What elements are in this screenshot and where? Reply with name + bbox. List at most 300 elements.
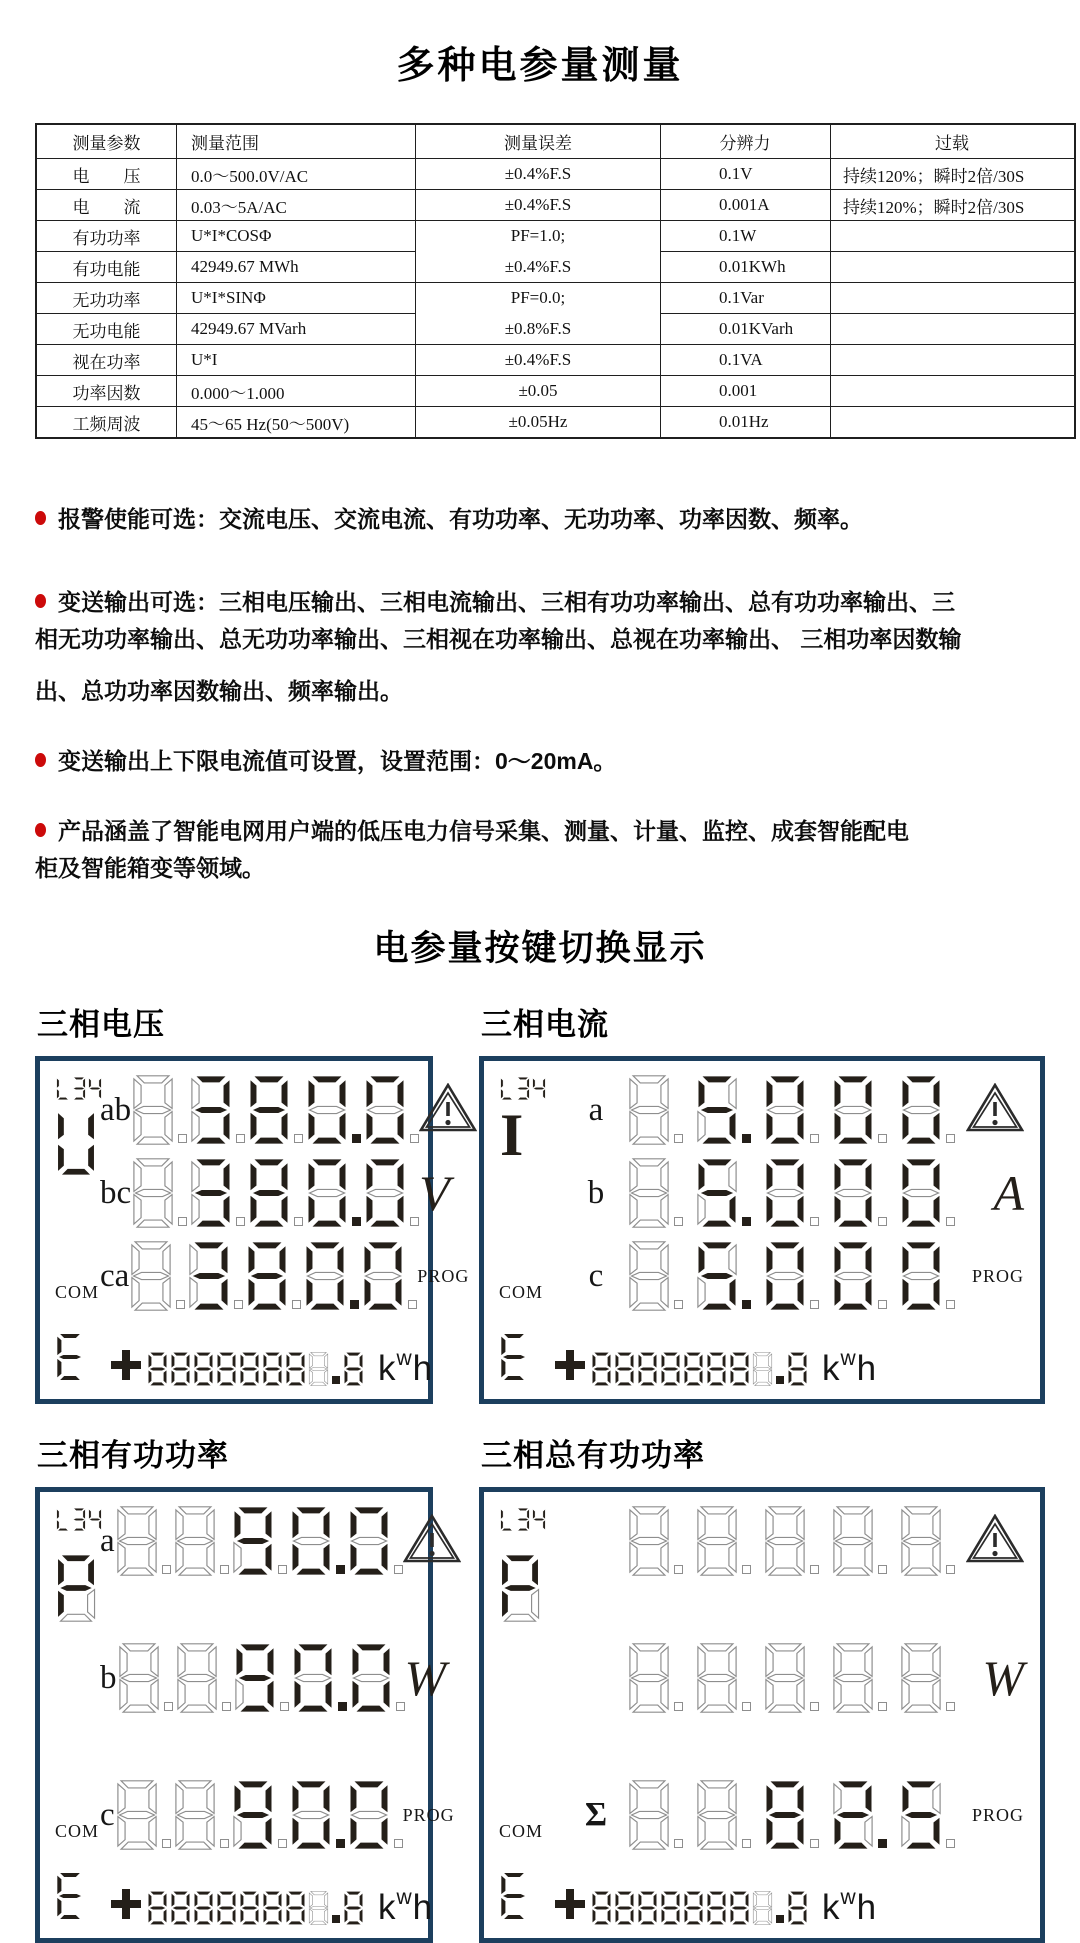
phase-label: ab [100, 1091, 132, 1128]
digit [763, 1241, 819, 1311]
table-cell: 电 压 [36, 159, 177, 190]
decimal-point [674, 1300, 683, 1309]
digit-strip [627, 1241, 955, 1311]
phase-symbol-I: I [500, 1101, 524, 1168]
row-right-zone [417, 1266, 469, 1287]
energy-symbol-E [55, 1333, 85, 1386]
digit [695, 1158, 751, 1228]
lcd-panel [479, 1408, 1045, 1943]
digit [347, 1780, 403, 1850]
energy-digit [752, 1891, 773, 1925]
digit [763, 1158, 819, 1228]
com-label: COM [55, 1821, 100, 1841]
row-right-zone [962, 1266, 1024, 1287]
lcd-rows [100, 1075, 470, 1311]
digit [763, 1075, 819, 1145]
phase-symbol-U [53, 1108, 99, 1181]
digit [363, 1158, 419, 1228]
prog-label: PROG [402, 1804, 455, 1825]
unit-symbol: W [982, 1650, 1024, 1706]
phase-label: a [588, 1091, 604, 1128]
table-cell [831, 283, 1076, 314]
digit-strip [627, 1075, 955, 1145]
digit [627, 1241, 683, 1311]
energy-digit [343, 1352, 364, 1386]
lcd-indicator-L34 [500, 1508, 546, 1531]
phase-label: ca [100, 1257, 130, 1294]
digit [231, 1506, 287, 1576]
column-header: 测量误差 [416, 124, 661, 159]
digit [173, 1506, 229, 1576]
table-cell: 视在功率 [36, 345, 177, 376]
energy-unit [822, 1347, 877, 1388]
energy-unit [378, 1886, 433, 1927]
lcd-panel [35, 1408, 455, 1943]
digit-strip [131, 1075, 419, 1145]
bullet-line: 出、总功功率因数输出、频率输出。 [35, 678, 403, 704]
bullet-dot [35, 511, 46, 525]
decimal-point [278, 1565, 287, 1574]
energy-row [499, 1333, 1028, 1386]
energy-digit [787, 1352, 808, 1386]
decimal-point [810, 1300, 819, 1309]
digit-strip [627, 1506, 955, 1576]
digit [131, 1158, 187, 1228]
unit-k: k [822, 1888, 840, 1927]
energy-decimal-point [776, 1376, 784, 1384]
panel-heading: 三相电压 [37, 1007, 165, 1042]
decimal-point [742, 1702, 751, 1711]
page-title: 多种电参量测量 [396, 45, 684, 87]
table-cell: U*I*COSΦ [177, 221, 416, 252]
prog-label: PROG [417, 1265, 470, 1286]
decimal-point [810, 1217, 819, 1226]
table-cell: 0.001 [661, 376, 831, 407]
decimal-point [878, 1702, 887, 1711]
energy-digit [147, 1891, 168, 1925]
table-cell: 45～65 Hz(50～500V) [177, 407, 416, 439]
unit-symbol: A [993, 1165, 1024, 1221]
decimal-point [410, 1217, 419, 1226]
row-right-zone [962, 1650, 1024, 1706]
decimal-point [222, 1702, 231, 1711]
decimal-point [278, 1839, 287, 1848]
unit-h: h [856, 1349, 877, 1388]
display-section-title: 电参量按键切换显示 [373, 929, 707, 968]
decimal-point [220, 1839, 229, 1848]
digit-strip [131, 1158, 419, 1228]
lcd-row [100, 1780, 455, 1850]
decimal-point [674, 1134, 683, 1143]
decimal-point [946, 1217, 955, 1226]
bullet-line: 相无功功率输出、总无功功率输出、三相视在功率输出、总视在功率输出、 三相功率因数输 [35, 626, 962, 652]
digit [695, 1241, 751, 1311]
decimal-point [946, 1300, 955, 1309]
phase-label: Σ [584, 1796, 608, 1833]
row-right-zone [419, 1083, 477, 1138]
lcd-row [572, 1241, 1024, 1311]
panel-heading: 三相总有功功率 [481, 1438, 705, 1473]
lcd-row [572, 1643, 1024, 1713]
decimal-point [396, 1702, 405, 1711]
digit [231, 1780, 287, 1850]
phase-label: a [100, 1522, 115, 1559]
lcd-row [100, 1241, 470, 1311]
decimal-point [178, 1217, 187, 1226]
energy-digit [147, 1352, 168, 1386]
table-cell: ±0.4%F.S [416, 345, 661, 376]
table-cell [831, 221, 1076, 252]
row-right-zone [962, 1514, 1024, 1569]
digit [305, 1158, 361, 1228]
row-right-zone [404, 1650, 447, 1706]
com-label: COM [499, 1821, 544, 1841]
decimal-point [946, 1134, 955, 1143]
table-cell: 0.1W [661, 221, 831, 252]
lcd-rows [572, 1075, 1024, 1311]
lcd-panel [35, 995, 470, 1404]
decimal-point [350, 1300, 359, 1309]
bullet-dot [35, 823, 46, 837]
decimal-point [878, 1217, 887, 1226]
digit [247, 1075, 303, 1145]
decimal-point [878, 1839, 887, 1848]
bullet-line: 产品涵盖了智能电网用户端的低压电力信号采集、测量、计量、监控、成套智能配电 [35, 813, 1052, 850]
decimal-point [162, 1839, 171, 1848]
phase-label: c [100, 1796, 115, 1833]
warning-triangle-icon [419, 1083, 477, 1138]
lcd-row [100, 1158, 450, 1228]
decimal-point [394, 1565, 403, 1574]
bullet-item [35, 813, 1052, 887]
decimal-point [352, 1217, 361, 1226]
energy-digit [193, 1891, 214, 1925]
digit [361, 1241, 417, 1311]
energy-row [55, 1333, 433, 1388]
table-row [36, 190, 1075, 221]
table-cell: U*I [177, 345, 416, 376]
lcd-display [479, 1487, 1045, 1943]
table-cell: 0.01Hz [661, 407, 831, 439]
table-cell: 0.0～500.0V/AC [177, 159, 416, 190]
energy-digit [660, 1352, 681, 1386]
energy-symbol-E [499, 1872, 529, 1925]
energy-digit [193, 1352, 214, 1386]
decimal-point [176, 1300, 185, 1309]
decimal-point [878, 1565, 887, 1574]
unit-w-sup: w [840, 1886, 856, 1909]
energy-digit-strip [147, 1891, 364, 1925]
energy-digit [706, 1891, 727, 1925]
table-cell: 42949.67 MWh [177, 252, 416, 283]
energy-digit [683, 1352, 704, 1386]
digit [173, 1780, 229, 1850]
energy-digit [637, 1352, 658, 1386]
table-cell: 0.000～1.000 [177, 376, 416, 407]
column-header: 分辨力 [661, 124, 831, 159]
energy-digit [239, 1891, 260, 1925]
digit [245, 1241, 301, 1311]
decimal-point [352, 1134, 361, 1143]
decimal-point [294, 1217, 303, 1226]
decimal-point [946, 1565, 955, 1574]
bullet-item [35, 743, 1052, 780]
digit [189, 1158, 245, 1228]
unit-h: h [412, 1888, 433, 1927]
decimal-point [674, 1217, 683, 1226]
table-cell: 0.01KWh [661, 252, 831, 283]
bullet-line: 柜及智能箱变等领域。 [35, 855, 265, 881]
lcd-row [572, 1158, 1024, 1228]
digit [291, 1643, 347, 1713]
energy-digit-strip [591, 1352, 808, 1386]
table-row [36, 221, 1075, 252]
row-right-zone [403, 1514, 461, 1569]
lcd-panel [479, 995, 1045, 1404]
digit [131, 1075, 187, 1145]
digit [363, 1075, 419, 1145]
table-cell: 0.1Var [661, 283, 831, 314]
table-cell: 有功电能 [36, 252, 177, 283]
energy-digit-strip [147, 1352, 364, 1386]
decimal-point [810, 1565, 819, 1574]
phase-label: bc [100, 1174, 132, 1211]
table-row [36, 407, 1075, 439]
unit-k: k [378, 1888, 396, 1927]
plus-sign [111, 1889, 141, 1924]
energy-digit [729, 1352, 750, 1386]
bullet-line: 变送输出可选：三相电压输出、三相电流输出、三相有功功率输出、总有功功率输出、三 [35, 584, 1052, 621]
bullet-line: 变送输出上下限电流值可设置，设置范围：0～20mA。 [35, 743, 1052, 780]
lcd-panels [35, 995, 1045, 1943]
decimal-point [338, 1702, 347, 1711]
unit-k: k [378, 1349, 396, 1388]
digit [187, 1241, 243, 1311]
decimal-point [946, 1702, 955, 1711]
energy-digit [660, 1891, 681, 1925]
digit-strip [115, 1780, 403, 1850]
table-body [36, 159, 1075, 439]
row-right-zone [962, 1083, 1024, 1138]
table-cell [831, 376, 1076, 407]
decimal-point [742, 1134, 751, 1143]
digit [627, 1075, 683, 1145]
table-cell [831, 314, 1076, 345]
digit [763, 1506, 819, 1576]
unit-w-sup: w [396, 1347, 412, 1370]
energy-digit [614, 1891, 635, 1925]
digit [763, 1780, 819, 1850]
lcd-row [572, 1506, 1024, 1576]
digit [347, 1506, 403, 1576]
energy-digit [752, 1352, 773, 1386]
lcd-rows [100, 1506, 455, 1850]
energy-digit [706, 1352, 727, 1386]
digit [763, 1643, 819, 1713]
table-cell: 电 流 [36, 190, 177, 221]
decimal-point [810, 1839, 819, 1848]
energy-digit [343, 1891, 364, 1925]
decimal-point [162, 1565, 171, 1574]
energy-decimal-point [332, 1915, 340, 1923]
table-cell: 0.1V [661, 159, 831, 190]
lcd-indicator-L34 [56, 1077, 102, 1100]
digit [349, 1643, 405, 1713]
phase-symbol-P [497, 1554, 543, 1627]
column-header: 过载 [831, 124, 1076, 159]
digit [695, 1780, 751, 1850]
table-cell: ±0.4%F.S [416, 159, 661, 190]
energy-symbol-E [55, 1872, 85, 1925]
decimal-point [742, 1300, 751, 1309]
decimal-point [742, 1217, 751, 1226]
prog-label: PROG [971, 1265, 1024, 1286]
digit-strip [627, 1158, 955, 1228]
column-header: 测量范围 [177, 124, 416, 159]
energy-digit-strip [591, 1891, 808, 1925]
decimal-point [336, 1565, 345, 1574]
unit-h: h [412, 1349, 433, 1388]
bullet-dot [35, 594, 46, 608]
decimal-point [294, 1134, 303, 1143]
lcd-row [100, 1643, 447, 1713]
energy-digit [262, 1352, 283, 1386]
table-cell [831, 407, 1076, 439]
table-cell: U*I*SINΦ [177, 283, 416, 314]
row-right-zone [403, 1805, 455, 1826]
digit [627, 1643, 683, 1713]
table-cell: 无功功率 [36, 283, 177, 314]
table-cell: 0.1VA [661, 345, 831, 376]
digit [899, 1241, 955, 1311]
digit-strip [627, 1643, 955, 1713]
digit [115, 1506, 171, 1576]
decimal-point [178, 1134, 187, 1143]
table-cell [831, 252, 1076, 283]
energy-digit [591, 1352, 612, 1386]
energy-decimal-point [332, 1376, 340, 1384]
decimal-point [674, 1702, 683, 1711]
lcd-display [35, 1056, 470, 1404]
table-cell: PF=0.0; [416, 283, 661, 314]
lcd-row [572, 1075, 1024, 1145]
energy-digit [308, 1891, 329, 1925]
energy-digit [170, 1352, 191, 1386]
table-cell: 0.03～5A/AC [177, 190, 416, 221]
decimal-point [410, 1134, 419, 1143]
table-cell: ±0.4%F.S [416, 252, 661, 283]
table-cell: PF=1.0; [416, 221, 661, 252]
table-cell: 42949.67 MVarh [177, 314, 416, 345]
digit [627, 1780, 683, 1850]
decimal-point [810, 1702, 819, 1711]
unit-h: h [856, 1888, 877, 1927]
warning-triangle-icon [966, 1083, 1024, 1138]
table-cell: 无功电能 [36, 314, 177, 345]
table-row [36, 376, 1075, 407]
energy-unit [378, 1347, 433, 1388]
digit [115, 1780, 171, 1850]
energy-digit [591, 1891, 612, 1925]
bullet-item [35, 584, 1052, 710]
table-cell: ±0.05 [416, 376, 661, 407]
table-cell [831, 345, 1076, 376]
unit-k: k [822, 1349, 840, 1388]
decimal-point [220, 1565, 229, 1574]
digit-strip [115, 1506, 403, 1576]
decimal-point [878, 1134, 887, 1143]
warning-triangle-icon [966, 1514, 1024, 1569]
lcd-indicator-L34 [500, 1077, 546, 1100]
decimal-point [280, 1702, 289, 1711]
energy-unit [822, 1886, 877, 1927]
energy-digit [308, 1352, 329, 1386]
digit [899, 1506, 955, 1576]
energy-digit [285, 1352, 306, 1386]
decimal-point [236, 1217, 245, 1226]
digit-strip [129, 1241, 417, 1311]
digit [189, 1075, 245, 1145]
lcd-indicator-L34 [56, 1508, 102, 1531]
decimal-point [394, 1839, 403, 1848]
energy-digit [614, 1352, 635, 1386]
decimal-point [408, 1300, 417, 1309]
energy-digit [216, 1891, 237, 1925]
bullet-line: 报警使能可选：交流电压、交流电流、有功功率、无功功率、功率因数、频率。 [35, 501, 1052, 538]
table-cell: ±0.4%F.S [416, 190, 661, 221]
table-cell: ±0.8%F.S [416, 314, 661, 345]
prog-label: PROG [971, 1804, 1024, 1825]
table-cell: 持续120%；瞬时2倍/30S [831, 190, 1076, 221]
digit [175, 1643, 231, 1713]
decimal-point [164, 1702, 173, 1711]
row-right-zone [962, 1165, 1024, 1221]
plus-sign [555, 1350, 585, 1385]
digit [289, 1780, 345, 1850]
digit [117, 1643, 173, 1713]
energy-decimal-point [776, 1915, 784, 1923]
digit [831, 1643, 887, 1713]
unit-w-sup: w [396, 1886, 412, 1909]
digit [303, 1241, 359, 1311]
energy-symbol-E [499, 1333, 529, 1386]
decimal-point [742, 1565, 751, 1574]
digit [289, 1506, 345, 1576]
digit [831, 1506, 887, 1576]
digit [305, 1075, 361, 1145]
unit-symbol: V [419, 1165, 450, 1221]
plus-sign [555, 1889, 585, 1924]
energy-digit [729, 1891, 750, 1925]
digit [695, 1506, 751, 1576]
plus-sign [111, 1350, 141, 1385]
table-cell: 持续120%；瞬时2倍/30S [831, 159, 1076, 190]
energy-row [55, 1872, 433, 1927]
decimal-point [234, 1300, 243, 1309]
digit [899, 1780, 955, 1850]
energy-digit [285, 1891, 306, 1925]
lcd-rows [572, 1506, 1024, 1850]
warning-triangle-icon [403, 1514, 461, 1569]
decimal-point [292, 1300, 301, 1309]
energy-row [499, 1872, 1028, 1925]
table-cell: ±0.05Hz [416, 407, 661, 439]
digit [695, 1643, 751, 1713]
table-cell: 0.01KVarh [661, 314, 831, 345]
decimal-point [742, 1839, 751, 1848]
digit [695, 1075, 751, 1145]
unit-symbol: W [404, 1650, 447, 1706]
